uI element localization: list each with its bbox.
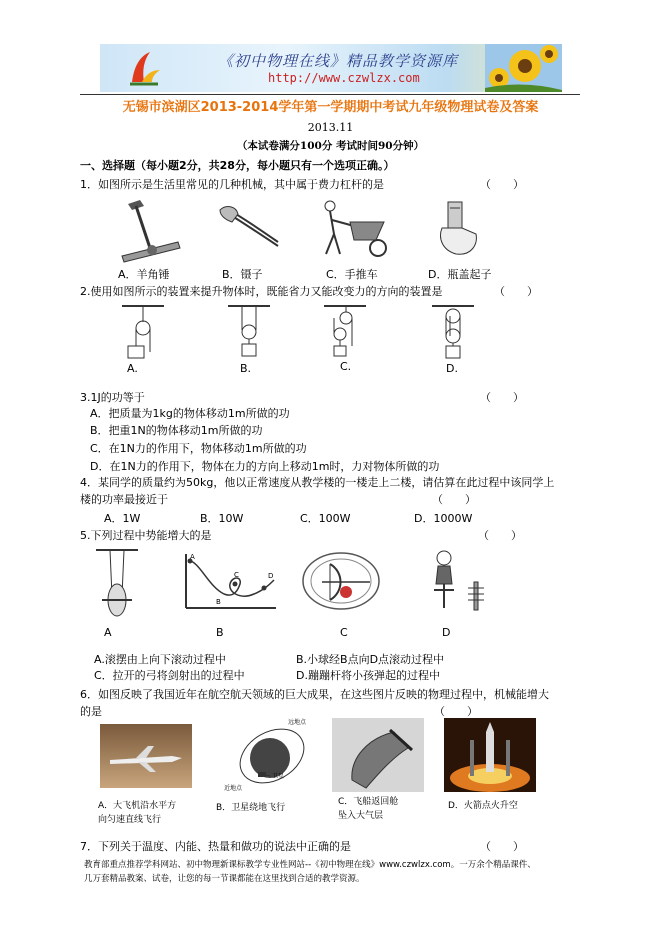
track-point-a: A	[190, 553, 195, 561]
q5-fig-label-b: B	[216, 626, 224, 639]
site-logo-icon	[124, 48, 164, 88]
page-title: 无锡市滨湖区2013-2014学年第一学期期中考试九年级物理试卷及答案	[122, 100, 539, 115]
q5-fig-label-d: D	[442, 626, 451, 639]
q2-option-d: D.	[446, 362, 458, 375]
rocket-launch-icon	[444, 718, 536, 792]
pulley-d-icon	[428, 302, 478, 362]
section-heading: 一、选择题（每小题2分，共28分，每小题只有一个选项正确。）	[80, 159, 395, 172]
page-footer	[84, 858, 536, 886]
maxwell-wheel-icon	[92, 546, 142, 620]
site-banner	[100, 44, 562, 92]
q6-answer-paren: （ ）	[434, 705, 478, 718]
bottle-opener-icon	[428, 198, 490, 260]
banner-site-title: 《初中物理在线》精品教学资源库	[218, 52, 459, 70]
q2-option-b: B.	[240, 362, 252, 375]
header-rule	[80, 94, 580, 95]
track-point-c: C	[234, 571, 239, 579]
track-ball-icon	[180, 550, 280, 612]
q5-option-b: B.小球经B点向D点滚动过程中	[296, 653, 445, 666]
track-point-b: B	[216, 598, 221, 606]
q2-option-a: A.	[127, 362, 138, 375]
q6-option-a-line1: A．大飞机沿水平方	[98, 801, 177, 811]
banner-url[interactable]: http://www.czwlzx.com	[268, 71, 420, 85]
q7-answer-paren: （ ）	[480, 840, 524, 853]
q5-stem: 5.下列过程中势能增大的是	[80, 529, 212, 542]
q3-answer-paren: （ ）	[480, 391, 524, 404]
reentry-capsule-icon	[332, 718, 424, 792]
q7-stem: 7．下列关于温度、内能、热量和做功的说法中正确的是	[80, 840, 351, 853]
perigee-label: 近地点	[224, 785, 243, 792]
pulley-b-icon	[224, 302, 274, 362]
apogee-label: 远地点	[288, 719, 307, 726]
satellite-label: 卫星	[272, 773, 285, 780]
q5-option-d: D.蹦蹦杆将小孩弹起的过程中	[296, 669, 440, 682]
exam-date: 2013.11	[307, 121, 354, 134]
q3-stem: 3.1J的功等于	[80, 391, 145, 404]
wheelbarrow-icon	[318, 198, 390, 260]
q2-option-c: C.	[340, 360, 352, 373]
q4-option-d: D．1000W	[414, 512, 473, 525]
archer-bow-icon	[300, 548, 382, 614]
q6-option-c-line1: C．飞船返回舱	[338, 797, 399, 807]
q3-option-a: A．把质量为1kg的物体移动1m所做的功	[90, 407, 290, 420]
pulley-c-icon	[320, 302, 370, 362]
q2-stem: 2.使用如图所示的装置来提升物体时，既能省力又能改变力的方向的装置是	[80, 285, 443, 298]
q1-option-d: D．瓶盖起子	[428, 268, 492, 281]
q6-option-d: D．火箭点火升空	[448, 801, 518, 811]
q5-fig-label-c: C	[340, 626, 348, 639]
pulley-a-icon	[118, 302, 168, 362]
q4-option-b: B．10W	[200, 512, 244, 525]
q3-option-c: C．在1N力的作用下，物体移动1m所做的功	[90, 442, 307, 455]
q6-stem-line2: 的是	[80, 705, 102, 718]
footer-line-1: 教育部重点推荐学科网站、初中物理新课标教学专业性网站--《初中物理在线》www.czwlzx.com。一万余个精品课件、	[84, 860, 536, 870]
q3-option-d: D．在1N力的作用下，物体在力的方向上移动1m时，力对物体所做的功	[90, 460, 440, 473]
q5-option-a: A.滚摆由上向下滚动过程中	[94, 653, 226, 666]
q5-option-c: C．拉开的弓将剑射出的过程中	[94, 669, 245, 682]
q5-answer-paren: （ ）	[478, 529, 522, 542]
q5-fig-label-a: A	[104, 626, 112, 639]
q1-option-a: A．羊角锤	[118, 268, 170, 281]
claw-hammer-icon	[118, 196, 188, 266]
q3-option-b: B．把重1N的物体移动1m所做的功	[90, 424, 263, 437]
track-point-d: D	[268, 572, 274, 580]
q4-answer-paren: （ ）	[432, 493, 476, 506]
q6-stem-line1: 6．如图反映了我国近年在航空航天领域的巨大成果，在这些图片反映的物理过程中，机械能增大	[80, 688, 549, 701]
q1-stem: 1．如图所示是生活里常见的几种机械，其中属于费力杠杆的是	[80, 178, 384, 191]
q4-stem-line2: 楼的功率最接近于	[80, 493, 168, 506]
pogo-stick-icon	[424, 548, 490, 618]
q2-answer-paren: （ ）	[494, 285, 538, 298]
satellite-orbit-icon	[222, 716, 322, 794]
q1-answer-paren: （ ）	[480, 178, 524, 191]
q1-option-b: B．镊子	[222, 268, 263, 281]
tweezers-icon	[212, 202, 287, 252]
q4-stem-line1: 4．某同学的质量约为50kg，他以正常速度从教学楼的一楼走上二楼，请估算在此过程中该同学上	[80, 476, 555, 489]
q6-option-c-line2: 坠入大气层	[338, 811, 384, 821]
airplane-photo-icon	[100, 724, 192, 788]
sunflower-icon	[485, 44, 562, 92]
q4-option-c: C．100W	[300, 512, 351, 525]
q4-option-a: A．1W	[104, 512, 141, 525]
footer-line-2: 几万套精品教案、试卷，让您的每一节课都能在这里找到合适的教学资源。	[84, 874, 365, 884]
q6-option-a-line2: 向匀速直线飞行	[98, 815, 162, 825]
q1-option-c: C．手推车	[326, 268, 378, 281]
exam-note: （本试卷满分100分 考试时间90分钟）	[236, 140, 425, 152]
q6-option-b: B．卫星绕地飞行	[216, 803, 286, 813]
